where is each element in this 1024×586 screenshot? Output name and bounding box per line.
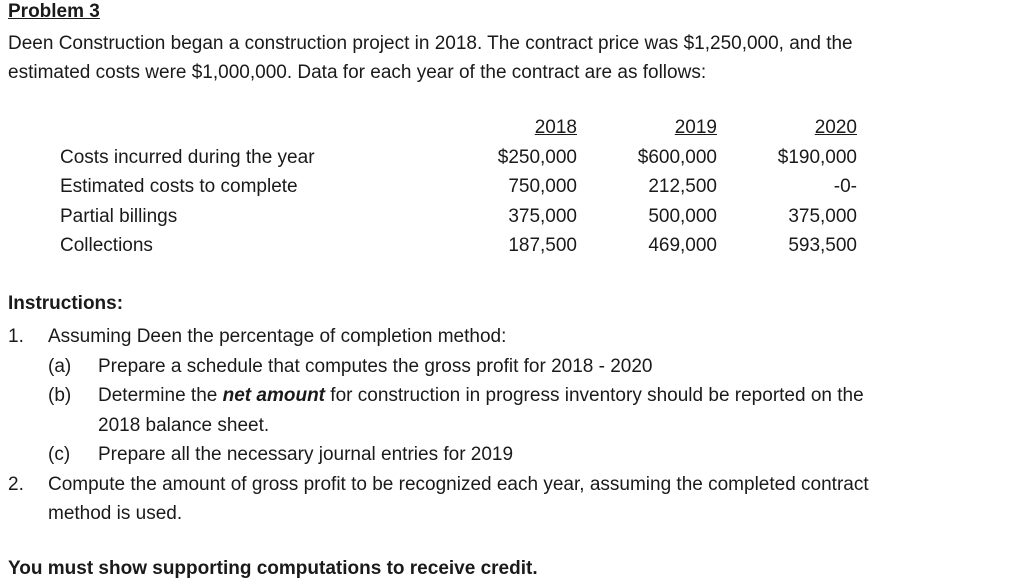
- list-item: [8, 381, 1020, 411]
- cell-value: 500,000: [648, 205, 717, 227]
- list-item: [8, 322, 1020, 352]
- item-text: Assuming Deen the percentage of completion method:: [48, 326, 507, 347]
- list-item-continuation: [8, 411, 1020, 441]
- header-year-2018: 2018: [534, 117, 577, 138]
- item-text-continuation: method is used.: [48, 503, 183, 524]
- table-row: [60, 147, 860, 177]
- sub-text-post: for construction in progress inventory should be reported on the: [325, 385, 864, 406]
- cell-value: $250,000: [497, 146, 577, 168]
- cell-value: -0-: [833, 176, 857, 197]
- sub-text-pre: Determine the: [98, 385, 223, 406]
- list-item: [8, 440, 1020, 470]
- list-item-continuation: [8, 499, 1020, 529]
- table-header-row: [60, 117, 860, 147]
- intro-line-2: estimated costs were $1,000,000. Data for each year of the contract are as follows:: [8, 62, 707, 83]
- sub-marker: (c): [48, 444, 71, 465]
- intro-line-1: Deen Construction began a construction project in 2018. The contract price was $1,250,000, and the: [8, 33, 853, 54]
- item-text: Compute the amount of gross profit to be recognized each year, assuming the completed contract: [48, 473, 869, 495]
- sub-marker: (b): [48, 385, 72, 406]
- list-item: [8, 352, 1020, 382]
- sub-text: Prepare a schedule that computes the gross profit for 2018 - 2020: [98, 355, 653, 377]
- instructions-heading: Instructions:: [8, 293, 124, 314]
- cell-value: $190,000: [777, 146, 857, 168]
- header-year-2020: 2020: [814, 117, 857, 138]
- instructions-list: [8, 322, 1020, 529]
- contract-data-table: [60, 117, 860, 265]
- cell-value: 593,500: [788, 235, 857, 256]
- row-label-collections: Collections: [60, 235, 153, 256]
- row-label-partial-billings: Partial billings: [60, 205, 178, 227]
- header-year-2019: 2019: [674, 117, 717, 138]
- problem-title: Problem 3: [8, 1, 100, 22]
- item-number: 1.: [8, 326, 24, 347]
- sub-marker: (a): [48, 355, 72, 377]
- sub-text-continuation: 2018 balance sheet.: [98, 414, 270, 436]
- footer-note: You must show supporting computations to receive credit.: [8, 558, 538, 579]
- sub-text: [98, 381, 1020, 411]
- row-label-estimated-costs: Estimated costs to complete: [60, 176, 298, 197]
- cell-value: 212,500: [648, 176, 717, 197]
- table-row: [60, 235, 860, 265]
- sub-text: Prepare all the necessary journal entries for 2019: [98, 444, 514, 465]
- cell-value: 469,000: [648, 235, 717, 256]
- cell-value: 375,000: [508, 205, 577, 227]
- cell-value: 187,500: [508, 235, 577, 256]
- table-row: [60, 176, 860, 206]
- row-label-costs-incurred: Costs incurred during the year: [60, 146, 315, 168]
- cell-value: 750,000: [508, 176, 577, 197]
- item-number: 2.: [8, 473, 24, 495]
- list-item: [8, 470, 1020, 500]
- cell-value: $600,000: [637, 146, 717, 168]
- problem-intro: [8, 29, 1018, 87]
- table-row: [60, 206, 860, 236]
- cell-value: 375,000: [788, 205, 857, 227]
- emphasis-net-amount: net amount: [222, 385, 326, 406]
